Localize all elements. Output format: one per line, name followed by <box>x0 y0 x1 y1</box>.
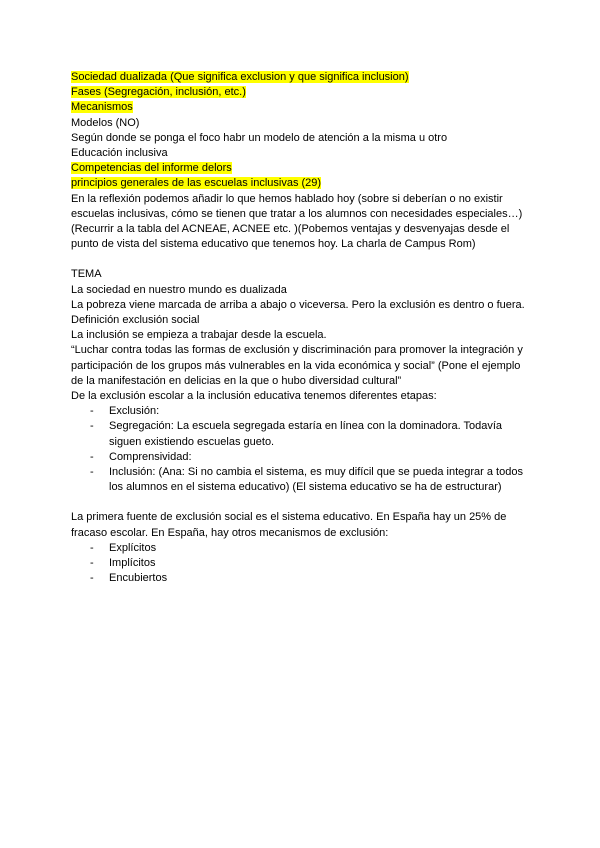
list-item: - Inclusión: (Ana: Si no cambia el sistema, es muy difícil que se pueda integrar a todos los alumnos en el sistema educativo) (El sistema educativo se ha de estructurar) <box>90 466 523 494</box>
text-line: Modelos (NO) <box>71 116 140 129</box>
highlighted-line: Mecanismos <box>71 101 133 114</box>
text-line: Definición exclusión social <box>71 314 200 327</box>
etapas-list <box>71 404 531 495</box>
text-line: Según donde se ponga el foco habr un modelo de atención a la misma u otro <box>71 131 448 144</box>
document-page <box>71 70 531 587</box>
list-item: - Comprensividad: <box>90 450 192 463</box>
fracaso-paragraph: La primera fuente de exclusión social es el sistema educativo. En España hay un 25% de fracaso escolar. En España, hay otros mecanismos de exclusión: <box>71 511 507 539</box>
tema-heading: TEMA <box>71 268 102 281</box>
highlighted-line: Sociedad dualizada (Que significa exclusion y que significa inclusion) <box>71 71 409 83</box>
text-line: La sociedad en nuestro mundo es dualizada <box>71 283 287 296</box>
mecanismos-list <box>71 541 531 587</box>
text-line: La pobreza viene marcada de arriba a abajo o viceversa. Pero la exclusión es dentro o fuera. <box>71 298 525 311</box>
highlighted-line: principios generales de las escuelas inclusivas (29) <box>71 177 322 190</box>
text-line: De la exclusión escolar a la inclusión educativa tenemos diferentes etapas: <box>71 390 437 403</box>
list-item: - Segregación: La escuela segregada estaría en línea con la dominadora. Todavía siguen existiendo escuelas gueto. <box>90 420 503 448</box>
text-line: La inclusión se empieza a trabajar desde la escuela. <box>71 329 327 342</box>
list-item: - Explícitos <box>90 541 157 554</box>
list-item: - Encubiertos <box>90 572 168 585</box>
quote-paragraph: “Luchar contra todas las formas de exclusión y discriminación para promover la integración y participación de los grupos más vulnerables en la vida económica y social” (Pone el ejemplo de la manifestación en delicias en la que o hubo diversidad cultural” <box>71 344 523 387</box>
text-line: Educación inclusiva <box>71 147 168 160</box>
list-item: - Exclusión: <box>90 405 160 418</box>
reflexion-paragraph: En la reflexión podemos añadir lo que hemos hablado hoy (sobre si deberían o no existir escuelas inclusivas, cómo se tienen que tratar a los alumnos con necesidades especiales…)(Recurrir a la tabla del ACNEAE, ACNEE etc. )(Pobemos ventajas y desvenyajas desde el punto de vista del sistema educativo que tenemos hoy. La charla de Campus Rom) <box>71 192 523 251</box>
highlighted-line: Competencias del informe delors <box>71 162 232 175</box>
list-item: - Implícitos <box>90 557 156 570</box>
highlighted-line: Fases (Segregación, inclusión, etc.) <box>71 86 246 99</box>
